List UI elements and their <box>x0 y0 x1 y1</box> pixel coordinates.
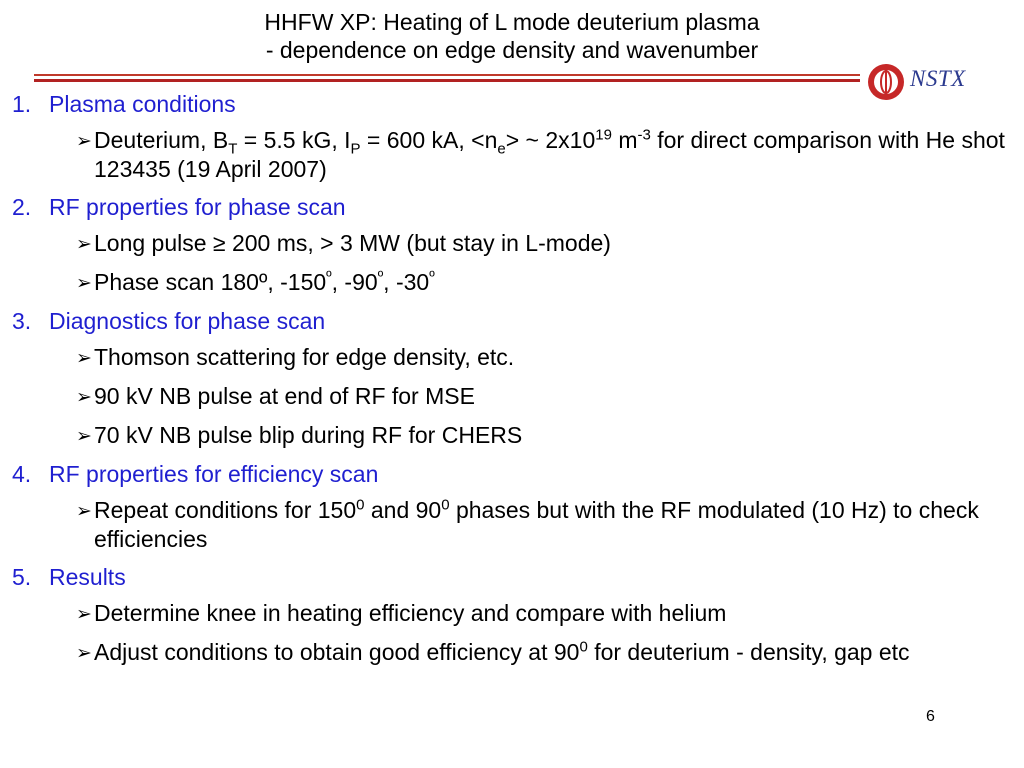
section-heading-text: RF properties for efficiency scan <box>49 461 379 487</box>
arrow-bullet-icon: ➢ <box>76 604 92 625</box>
section-2 <box>12 193 1012 298</box>
arrow-bullet-icon: ➢ <box>76 348 92 369</box>
section-3 <box>12 307 1012 451</box>
bullet-text: Thomson scattering for edge density, etc. <box>94 344 515 370</box>
section-number: 3. <box>12 308 32 334</box>
section-heading-text: Diagnostics for phase scan <box>49 308 326 334</box>
bullet-text: 90 kV NB pulse at end of RF for MSE <box>94 383 475 409</box>
arrow-bullet-icon: ➢ <box>76 273 92 294</box>
section-heading <box>12 460 1012 496</box>
bullet-text: Adjust conditions to obtain good efficiency at $90^0$ for deuterium - density, gap etc <box>94 638 910 665</box>
title-line-1: HHFW XP: Heating of L mode deuterium plasma <box>264 9 760 35</box>
section-1 <box>12 90 1012 184</box>
section-number: 4. <box>12 461 32 487</box>
bullet-item <box>12 599 1012 629</box>
section-4 <box>12 460 1012 554</box>
bullet-item <box>12 229 1012 259</box>
section-number: 2. <box>12 194 32 220</box>
arrow-bullet-icon: ➢ <box>76 387 92 408</box>
section-heading-text: Results <box>49 564 126 590</box>
arrow-bullet-icon: ➢ <box>76 501 92 522</box>
bullet-item <box>12 382 1012 412</box>
bullet-item <box>12 421 1012 451</box>
bullet-item <box>12 343 1012 373</box>
section-5 <box>12 563 1012 668</box>
title-rule-bottom <box>34 79 860 82</box>
arrow-bullet-icon: ➢ <box>76 131 92 152</box>
slide-body <box>12 90 1012 677</box>
section-heading <box>12 563 1012 599</box>
bullet-text: Repeat conditions for $150^0$ and $90^0$ phases but with the RF modulated (10 Hz) to check efficiencies <box>94 496 979 552</box>
arrow-bullet-icon: ➢ <box>76 426 92 447</box>
arrow-bullet-icon: ➢ <box>76 643 92 664</box>
section-heading <box>12 193 1012 229</box>
bullet-item <box>12 496 1012 554</box>
section-heading <box>12 90 1012 126</box>
title-rule-top <box>34 74 860 76</box>
bullet-text: 70 kV NB pulse blip during RF for CHERS <box>94 422 523 448</box>
section-heading-text: Plasma conditions <box>49 91 236 117</box>
bullet-text: Deuterium, $B_T = 5.5$ kG, $I_P = 600$ kA, $<n_e>$ ~ $2x10^{19}$ $m^{-3}$ for direct comparison with He shot 123435 (19 April 2007) <box>94 126 1005 182</box>
bullet-text: Phase scan 180º, $-150^º$, $-90^º$, $-30^º$ <box>94 268 435 295</box>
slide-title <box>0 8 1024 64</box>
section-number: 1. <box>12 91 32 117</box>
bullet-item <box>12 268 1012 298</box>
section-heading <box>12 307 1012 343</box>
section-number: 5. <box>12 564 32 590</box>
title-line-2: - dependence on edge density and wavenumber <box>265 37 759 63</box>
logo-text: NSTX <box>910 66 966 91</box>
arrow-bullet-icon: ➢ <box>76 234 92 255</box>
bullet-text: Long pulse ≥ 200 ms, > 3 MW (but stay in L-mode) <box>94 230 611 256</box>
bullet-text: Determine knee in heating efficiency and compare with helium <box>94 600 727 626</box>
bullet-item <box>12 126 1012 184</box>
section-heading-text: RF properties for phase scan <box>49 194 346 220</box>
bullet-item <box>12 638 1012 668</box>
page-number: 6 <box>926 708 935 725</box>
